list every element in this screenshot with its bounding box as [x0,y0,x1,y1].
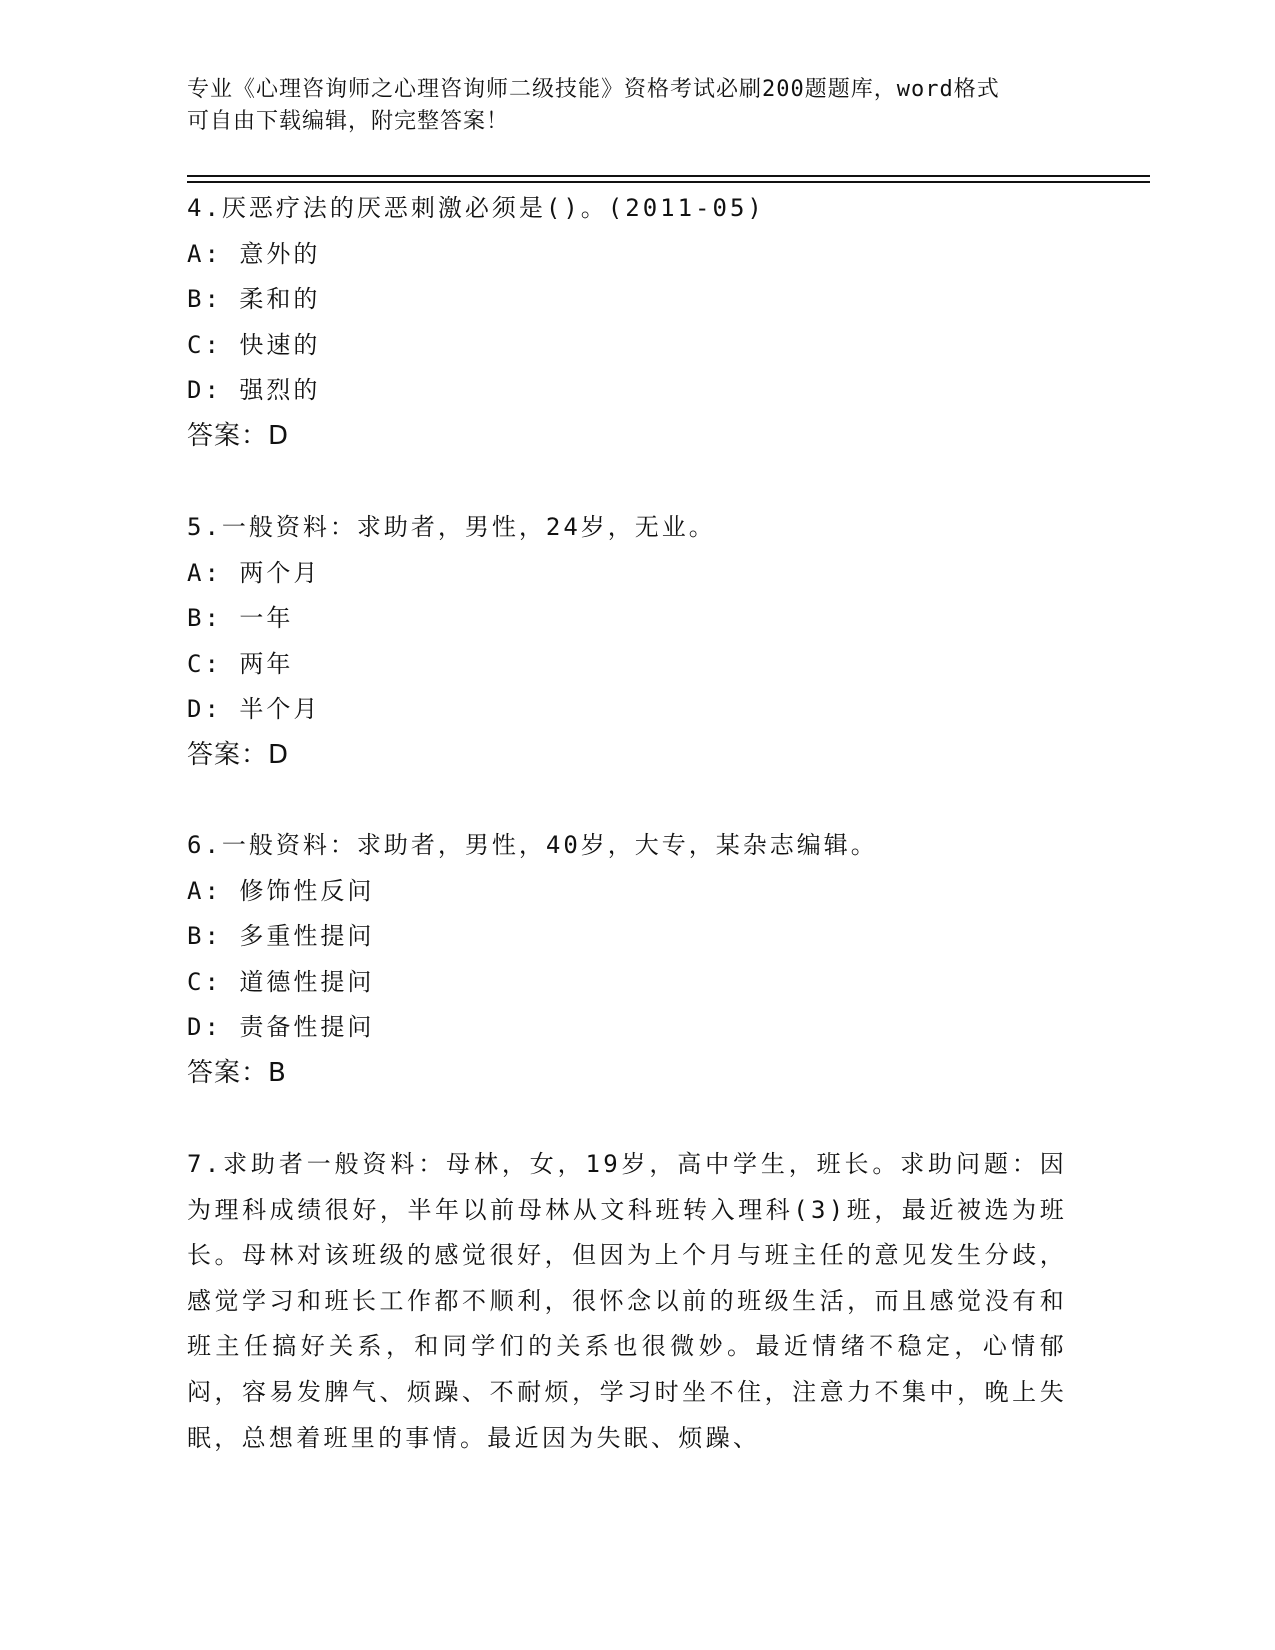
option-d: D: 责备性提问 [187,1013,375,1042]
question-stem: 5.一般资料：求助者，男性，24岁，无业。 [187,513,716,541]
option-d: D: 强烈的 [187,376,321,405]
header-rule-top [187,175,1150,177]
option-a: A: 修饰性反问 [187,876,375,905]
option-d: D: 半个月 [187,695,321,724]
question-stem: 6.一般资料：求助者，男性，40岁，大专，某杂志编辑。 [187,831,878,859]
header-line-1: 专业《心理咨询师之心理咨询师二级技能》资格考试必刷200题题库，word格式 [187,77,1000,102]
option-c: C: 道德性提问 [187,967,375,996]
option-b: B: 柔和的 [187,285,321,314]
question-7 [187,1142,1087,1461]
option-a: A: 两个月 [187,558,321,587]
option-c: C: 快速的 [187,330,321,359]
question-stem: 4.厌恶疗法的厌恶刺激必须是()。(2011-05) [187,194,765,222]
question-stem: 7.求助者一般资料：母林，女，19岁，高中学生，班长。求助问题：因为理科成绩很好，半年以前母林从文科班转入理科(3)班，最近被选为班长。母林对该班级的感觉很好，但因为上个月与班主任的意见发生分歧，感觉学习和班长工作都不顺利，很怀念以前的班级生活，而且感觉没有和班主任搞好关系，和同学们的关系也很微妙。最近情绪不稳定，心情郁闷，容易发脾气、烦躁、不耐烦，学习时坐不住，注意力不集中，晚上失眠，总想着班里的事情。最近因为失眠、烦躁、 [187,1150,1067,1452]
option-b: B: 多重性提问 [187,922,375,951]
option-b: B: 一年 [187,604,294,633]
option-c: C: 两年 [187,649,294,678]
header-line-2: 可自由下载编辑，附完整答案！ [187,109,510,134]
question-4 [187,186,1087,460]
answer: 答案：D [187,420,290,451]
question-5 [187,505,1087,779]
option-a: A: 意外的 [187,239,321,268]
answer: 答案：D [187,739,290,770]
header-rule-bottom [187,181,1150,183]
answer: 答案：B [187,1057,287,1088]
document-header [187,74,1087,138]
question-6 [187,823,1087,1097]
